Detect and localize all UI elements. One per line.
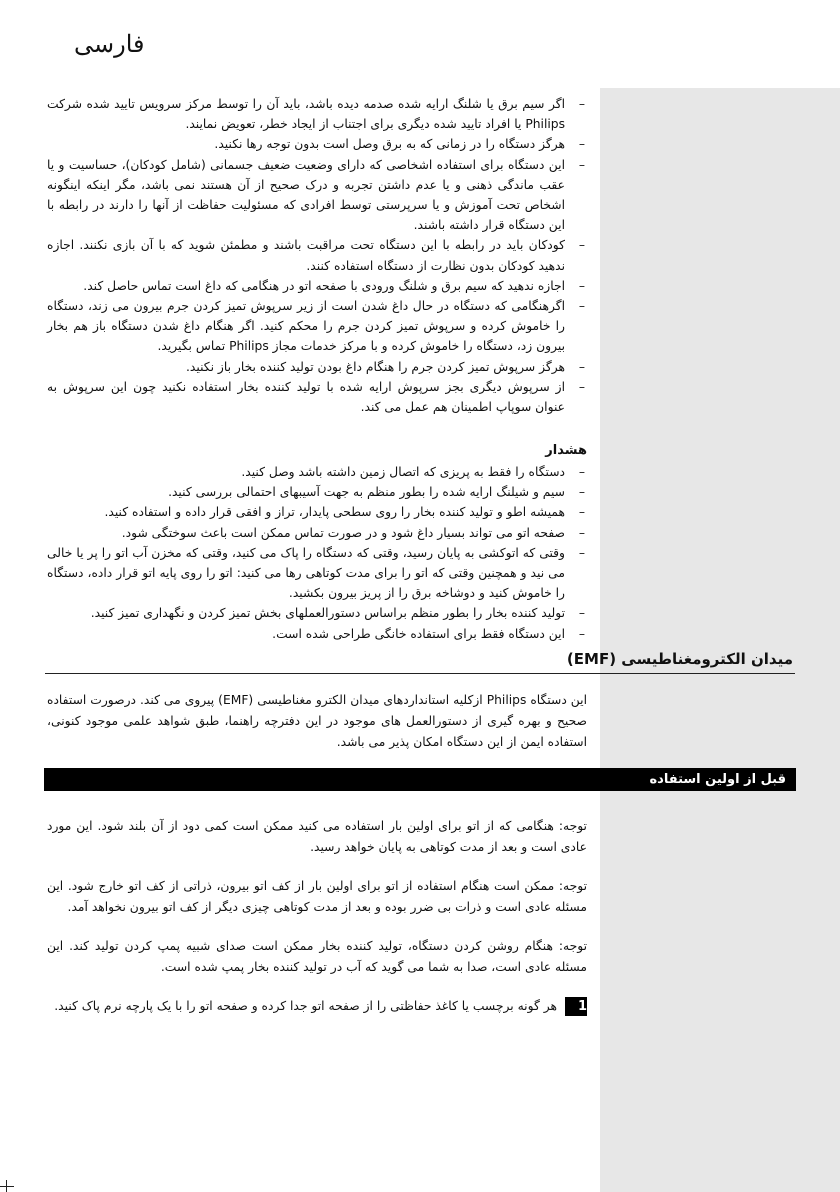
step-number-badge: 1 bbox=[565, 997, 587, 1016]
safety-list-section bbox=[47, 94, 587, 417]
list-item: – هرگز سرپوش تمیز کردن جرم را هنگام داغ بودن تولید کننده بخار باز نکنید. bbox=[47, 357, 587, 377]
step-item bbox=[47, 996, 587, 1017]
before-first-use-section bbox=[47, 816, 587, 1017]
language-title: فارسی bbox=[74, 30, 145, 58]
emf-heading: میدان الکترومغناطیسی (EMF) bbox=[45, 650, 795, 674]
list-item: – تولید کننده بخار را بطور منظم براساس دستورالعملهای بخش تمیز کردن و نگهداری تمیز کنید. bbox=[47, 603, 587, 623]
list-item: – اجازه ندهید که سیم برق و شلنگ ورودی با صفحه اتو در هنگامی که داغ است تماس حاصل کند. bbox=[47, 276, 587, 296]
before-first-use-heading: قبل از اولین استفاده bbox=[44, 768, 796, 791]
list-item: – این دستگاه برای استفاده اشخاصی که دارای وضعیت ضعیف جسمانی (شامل کودکان)، حساسیت و یا عقب ماندگی ذهنی و یا عدم داشتن تجربه و درک صحیح از آن هستند نمی باشد، مگر اینکه اینگونه اشخاص تحت آموزش و یا سرپرستی توسط افرادی که مسئولیت حفاظت از آنها را دارند در رابطه با این دستگاه قرار داشته باشند. bbox=[47, 155, 587, 236]
safety-list bbox=[47, 94, 587, 417]
warning-section bbox=[47, 440, 587, 644]
list-item: – کودکان باید در رابطه با این دستگاه تحت مراقبت باشند و مطمئن شوید که با آن بازی نکنند. اجازه ندهید کودکان بدون نظارت از دستگاه استفاده کنند. bbox=[47, 235, 587, 275]
warning-list bbox=[47, 462, 587, 644]
list-item: – سیم و شیلنگ ارایه شده را بطور منظم به جهت آسیبهای احتمالی بررسی کنید. bbox=[47, 482, 587, 502]
list-item: – هرگز دستگاه را در زمانی که به برق وصل است بدون توجه رها نکنید. bbox=[47, 134, 587, 154]
list-item: – صفحه اتو می تواند بسیار داغ شود و در صورت تماس ممکن است باعث سوختگی شود. bbox=[47, 523, 587, 543]
note-paragraph: توجه: ممکن است هنگام استفاده از اتو برای اولین بار از کف اتو بیرون، ذراتی از کف اتو خارج شود. این مسئله عادی است و ذرات بی ضرر بوده و بعد از مدت کوتاهی چیزی دیگر از کف اتو بیرون نخواهد آمد. bbox=[47, 879, 587, 914]
list-item: – همیشه اطو و تولید کننده بخار را روی سطحی پایدار، تراز و افقی قرار داده و استفاده کنید. bbox=[47, 502, 587, 522]
list-item: – وقتی که اتوکشی به پایان رسید، وقتی که دستگاه را پاک می کنید، وقتی که مخزن آب اتو را پر یا خالی می نید و همچنین وقتی که اتو را برای مدت کوتاهی رها می کنید: اتو را روی پایه اتو قرار داده، دستگاه را خاموش کنید و دوشاخه برق را از پریز بیرون بکشید. bbox=[47, 543, 587, 604]
margin-column bbox=[600, 88, 840, 1192]
warning-heading: هشدار bbox=[545, 443, 587, 458]
emf-paragraph: این دستگاه Philips ازکلیه استانداردهای میدان الکترو مغناطیسی (EMF) پیروی می کند. درصورت استفاده صحیح و بهره گیری از دستورالعمل های موجود در این دفترچه راهنما، طبق شواهد علمی موجود کنونی، استفاده ایمن از این دستگاه امکان پذیر می باشد. bbox=[47, 693, 587, 749]
list-item: – از سرپوش دیگری بجز سرپوش ارایه شده با تولید کننده بخار استفاده نکنید چون این سرپوش به عنوان سوپاپ اطمینان هم عمل می کند. bbox=[47, 377, 587, 417]
list-item: – اگر سیم برق یا شلنگ ارایه شده صدمه دیده باشد، باید آن را توسط مرکز سرویس تایید شده شرکت Philips یا افراد تایید شده دیگری برای اجتناب از ایجاد خطر، تعویض نمایند. bbox=[47, 94, 587, 134]
note-paragraph: توجه: هنگام روشن کردن دستگاه، تولید کننده بخار ممکن است صدای شبیه پمپ کردن تولید کند. این مسئله عادی است، صدا به شما می گوید که آب در تولید کننده بخار پمپ شده است. bbox=[47, 939, 587, 974]
list-item: – این دستگاه فقط برای استفاده خانگی طراحی شده است. bbox=[47, 624, 587, 644]
note-paragraph: توجه: هنگامی که از اتو برای اولین بار استفاده می کنید ممکن است کمی دود از آن بلند شود. این مورد عادی است و بعد از مدت کوتاهی به پایان خواهد رسید. bbox=[47, 819, 587, 854]
crop-mark bbox=[0, 1186, 14, 1187]
crop-mark bbox=[6, 1180, 7, 1192]
list-item: – اگرهنگامی که دستگاه در حال داغ شدن است از زیر سرپوش تمیز کردن جرم بیرون می زند، دستگاه را خاموش کرده و سرپوش تمیز کردن جرم را محکم کنید. اگر هنگام داغ شدن دستگاه باز هم بخار بیرون زد، دستگاه را خاموش کرده و با مرکز خدمات مجاز Philips تماس بگیرید. bbox=[47, 296, 587, 357]
step-text: هر گونه برچسب یا کاغذ حفاظتی را از صفحه اتو جدا کرده و صفحه اتو را با یک پارچه نرم پاک کنید. bbox=[54, 999, 557, 1013]
list-item: – دستگاه را فقط به پریزی که اتصال زمین داشته باشد وصل کنید. bbox=[47, 462, 587, 482]
